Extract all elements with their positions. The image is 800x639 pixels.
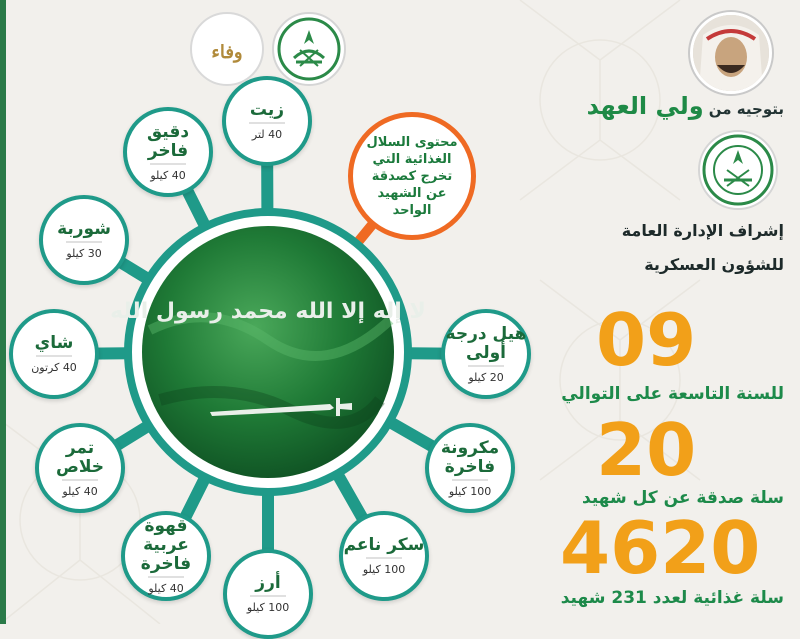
crown-prince-prefix: بتوجيه من — [708, 100, 784, 118]
item-divider — [150, 163, 186, 165]
item-quantity: 20 كيلو — [468, 370, 504, 384]
military-affairs-emblem — [698, 130, 778, 210]
item-divider — [468, 365, 504, 367]
crown-prince-portrait — [690, 12, 772, 94]
supervision-block — [622, 214, 784, 282]
item-name: تمر خلاص — [55, 437, 105, 477]
item-bubble — [339, 511, 429, 601]
flag-shahada: لا إله إلا الله محمد رسول الله — [110, 299, 426, 324]
flag-circle — [142, 226, 394, 478]
item-name: شوربة — [57, 219, 111, 239]
crown-prince-line — [587, 92, 784, 120]
item-bubble — [9, 309, 99, 399]
item-divider — [250, 595, 286, 597]
item-bubble — [222, 76, 312, 166]
stat-years-label: للسنة التاسعة على التوالي — [561, 384, 784, 404]
item-bubble — [425, 423, 515, 513]
item-divider — [366, 557, 402, 559]
supervision-line-2: للشؤون العسكرية — [644, 255, 784, 274]
item-bubble — [39, 195, 129, 285]
item-divider — [452, 479, 488, 481]
wafa-logo-icon — [192, 14, 262, 84]
stat-baskets-per-martyr-label: سلة صدقة عن كل شهيد — [582, 488, 784, 508]
item-name: زيت — [249, 100, 285, 120]
item-name: أرز — [255, 573, 281, 593]
portrait-icon — [693, 15, 769, 91]
item-name: هيل درجة أولى — [445, 323, 527, 363]
item-quantity: 40 كيلو — [150, 168, 186, 182]
wafa-text: وفاء — [211, 42, 243, 63]
item-divider — [36, 355, 72, 357]
item-bubble — [123, 107, 213, 197]
item-divider — [148, 576, 184, 578]
crown-prince-title: ولي العهد — [586, 92, 704, 120]
item-name: قهوة عربية فاخرة — [140, 516, 192, 574]
item-quantity: 40 كرتون — [31, 361, 77, 374]
item-divider — [66, 241, 102, 243]
callout-text: محتوى السلال الغذائية التي تخرج كصدقة عن الشهيد الواحد — [366, 134, 458, 218]
wafa-logo — [190, 12, 264, 86]
item-name: شاي — [34, 333, 74, 353]
item-divider — [62, 479, 98, 481]
item-quantity: 100 كيلو — [448, 484, 492, 498]
item-quantity: 40 كيلو — [62, 484, 98, 498]
stat-baskets-per-martyr-number: 20 — [596, 408, 697, 492]
item-bubble — [35, 423, 125, 513]
item-quantity: 40 كيلو — [148, 582, 184, 595]
military-emblem-icon — [700, 132, 776, 208]
item-quantity: 30 كيلو — [66, 247, 102, 260]
item-bubble — [121, 511, 211, 601]
ministry-emblem-logo — [272, 12, 346, 86]
item-quantity: 40 لتر — [251, 128, 283, 141]
stat-total-baskets-number: 4620 — [560, 506, 761, 590]
item-name: سكر ناعم — [343, 535, 425, 555]
basket-contents-callout — [348, 112, 476, 240]
item-name: دقيق فاخر — [146, 121, 190, 161]
item-bubble — [441, 309, 531, 399]
item-divider — [249, 122, 285, 124]
item-bubble — [223, 549, 313, 639]
item-name: مكرونة فاخرة — [440, 437, 500, 477]
stat-total-baskets-label: سلة غذائية لعدد 231 شهيد — [560, 588, 784, 608]
item-quantity: 100 كيلو — [362, 563, 406, 576]
supervision-line-1: إشراف الإدارة العامة — [621, 221, 784, 240]
item-quantity: 100 كيلو — [246, 601, 290, 614]
stat-years-number: 09 — [596, 298, 697, 382]
emblem-icon — [274, 14, 344, 84]
